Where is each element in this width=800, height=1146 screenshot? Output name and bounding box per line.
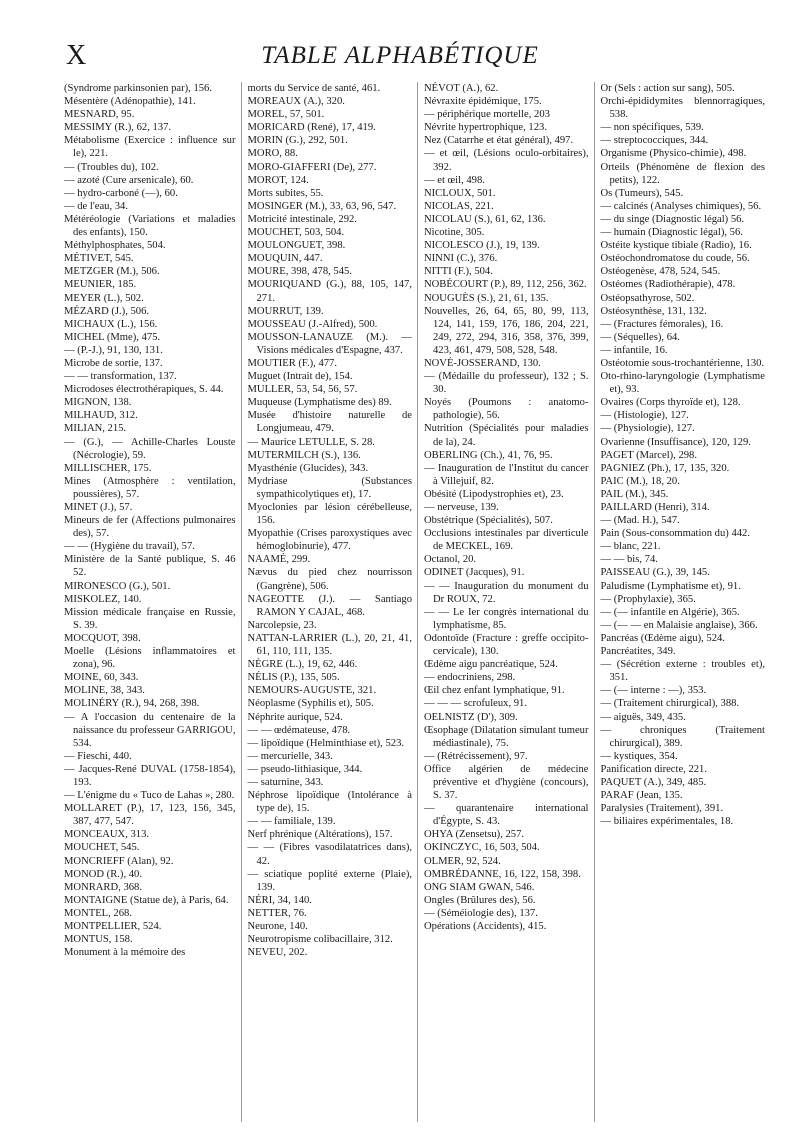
index-entry: MOUSSEAU (J.-Alfred), 500. xyxy=(247,318,378,330)
index-entry: — (P.-J.), 91, 130, 131. xyxy=(64,344,163,356)
index-entry: MONCRIEFF (Alan), 92. xyxy=(64,855,174,867)
index-entry: — (Histologie), 127. xyxy=(600,410,689,422)
index-entry: MOREAUX (A.), 320. xyxy=(247,96,345,108)
index-entry: MILLISCHER, 175. xyxy=(64,462,152,474)
index-entry: — — (Fibres vasodilatatrices dans), 42. xyxy=(247,842,412,867)
index-entry: Myoclonies par lésion cérébelleuse, 156. xyxy=(247,502,412,527)
index-entry: MEYER (L.), 502. xyxy=(64,292,144,304)
index-entry: MOCQUOT, 398. xyxy=(64,632,141,644)
index-entry: Œil chez enfant lymphatique, 91. xyxy=(424,685,565,697)
index-entry: MÉZARD (J.), 506. xyxy=(64,305,150,317)
index-entry: MONCEAUX, 313. xyxy=(64,829,150,841)
index-entry: Pancréatites, 349. xyxy=(600,646,676,658)
index-entry: — nerveuse, 139. xyxy=(424,502,499,513)
index-entry: — (Séquelles), 64. xyxy=(600,331,680,343)
index-entry: NICOLAS, 221. xyxy=(424,200,494,212)
index-entry: Néoplasme (Syphilis et), 505. xyxy=(247,698,374,710)
index-entry: PAQUET (A.), 349, 485. xyxy=(600,776,707,788)
index-entry: — et œil, 498. xyxy=(424,174,485,186)
index-entry: Obésité (Lipodystrophies et), 23. xyxy=(424,488,564,500)
index-entry: — — familiale, 139. xyxy=(247,816,336,828)
index-entry: MORO, 88. xyxy=(247,148,298,160)
index-entry: Ovarienne (Insuffisance), 120, 129. xyxy=(600,436,751,448)
index-entry: Occlusions intestinales par diverticule de MECKEL, 169. xyxy=(424,528,589,553)
index-entry: MICHAUX (L.), 156. xyxy=(64,318,158,330)
index-entry: MONTUS, 158. xyxy=(64,934,133,946)
index-column-4 xyxy=(594,82,771,1122)
index-entry: MULLER, 53, 54, 56, 57. xyxy=(247,384,358,396)
index-entry: — A l'occasion du centenaire de la naissance du professeur GARRIGOU, 534. xyxy=(64,711,236,749)
index-column-3 xyxy=(417,82,594,1122)
index-entry: MESSIMY (R.), 62, 137. xyxy=(64,122,172,134)
index-entry: — (Traitement chirurgical), 388. xyxy=(600,698,740,710)
index-entry: Ostéogenèse, 478, 524, 545. xyxy=(600,266,721,278)
index-entry: Obstétrique (Spécialités), 507. xyxy=(424,515,553,527)
index-entry: — — (Hygiène du travail), 57. xyxy=(64,541,195,553)
index-entry: Microdoses électrothérapiques, S. 44. xyxy=(64,384,224,396)
index-entry: MOUSSON-LANAUZE (M.). — Visions médicales d'Espagne, 437. xyxy=(247,331,412,356)
index-entry: Nutrition (Spécialités pour maladies de la), 24. xyxy=(424,423,589,448)
index-entry: Office algérien de médecine préventive et d'hygiène (concours), S. 37. xyxy=(424,763,589,802)
index-entry: — (Séméiologie des), 137. xyxy=(424,907,538,919)
index-entry: — quarantenaire international d'Égypte, S. 43. xyxy=(424,803,589,828)
index-entry: — (— — en Malaisie anglaise), 366. xyxy=(600,619,758,631)
index-entry: ODINET (Jacques), 91. xyxy=(424,567,525,579)
index-entry: OLMER, 92, 524. xyxy=(424,855,501,867)
index-entry: Oto-rhino-laryngologie (Lymphatisme et), 93. xyxy=(600,371,765,396)
index-entry: — mercurielle, 343. xyxy=(247,750,333,762)
index-entry: Ministère de la Santé publique, S. 46 52. xyxy=(64,554,236,579)
index-entry: MÉTIVET, 545. xyxy=(64,253,134,265)
index-entry: — périphérique mortelle, 203 xyxy=(424,109,550,121)
index-entry: morts du Service de santé, 461. xyxy=(247,83,381,94)
index-entry: MOINE, 60, 343. xyxy=(64,672,139,684)
index-entry: — aiguës, 349, 435. xyxy=(600,711,686,723)
index-entry: NEMOURS-AUGUSTE, 321. xyxy=(247,685,377,697)
index-entry: — infantile, 16. xyxy=(600,344,668,356)
index-entry: Paralysies (Traitement), 391. xyxy=(600,803,724,815)
index-entry: MOLLARET (P.), 17, 123, 156, 345, 387, 477, 547. xyxy=(64,803,236,828)
index-entry: Mydriase (Substances sympathicolytiques et), 17. xyxy=(247,475,412,500)
index-entry: MONOD (R.), 40. xyxy=(64,868,142,880)
index-entry: MOURIQUAND (G.), 88, 105, 147, 271. xyxy=(247,279,412,304)
index-entry: Nez (Catarrhe et état général), 497. xyxy=(424,135,574,147)
index-entry: MOURE, 398, 478, 545. xyxy=(247,266,352,278)
index-entry: Noyés (Poumons : anatomo-pathologie), 56. xyxy=(424,397,589,422)
index-entry: Opérations (Accidents), 415. xyxy=(424,921,547,932)
index-entry: NEVEU, 202. xyxy=(247,947,308,959)
index-entry: — Inauguration de l'Institut du cancer à Villejuif, 82. xyxy=(424,462,589,487)
index-entry: — calcinés (Analyses chimiques), 56. xyxy=(600,200,762,212)
index-entry: MICHEL (Mme), 475. xyxy=(64,331,161,343)
index-entry: — (— infantile en Algérie), 365. xyxy=(600,606,740,618)
index-entry: Muqueuse (Lymphatisme des) 89. xyxy=(247,397,392,409)
index-entry: NOVÉ-JOSSERAND, 130. xyxy=(424,357,541,369)
index-entry: PAILLARD (Henri), 314. xyxy=(600,502,710,513)
index-entry: NETTER, 76. xyxy=(247,907,307,919)
index-entry: MOUQUIN, 447. xyxy=(247,253,323,265)
index-entry: Mission médicale française en Russie, S. 39. xyxy=(64,606,236,631)
index-entry: — (Fractures fémorales), 16. xyxy=(600,318,724,330)
index-entry: — (Prophylaxie), 365. xyxy=(600,593,696,605)
index-entry: — (— interne : —), 353. xyxy=(600,685,707,697)
index-entry: MIGNON, 138. xyxy=(64,397,132,409)
index-entry: (Syndrome parkinsonien par), 156. xyxy=(64,83,212,94)
index-entry: — — Le Ier congrès international du lymphatisme, 85. xyxy=(424,606,589,631)
index-entry: Névraxite épidémique, 175. xyxy=(424,96,542,108)
index-entry: MOURRUT, 139. xyxy=(247,305,324,317)
index-entry: Odontoïde (Fracture : greffe occipito-cervicale), 130. xyxy=(424,632,589,658)
index-entry: — kystiques, 354. xyxy=(600,750,678,762)
index-entry: Pain (Sous-consommation du) 442. xyxy=(600,528,750,540)
index-entry: MORICARD (René), 17, 419. xyxy=(247,122,376,134)
index-entry: MILHAUD, 312. xyxy=(64,410,138,422)
index-entry: NATTAN-LARRIER (L.), 20, 21, 41, 61, 110, 111, 135. xyxy=(247,632,412,658)
index-entry: Pancréas (Œdème aigu), 524. xyxy=(600,632,725,644)
index-entry: NÉRI, 34, 140. xyxy=(247,894,312,906)
index-entry: Nouvelles, 26, 64, 65, 80, 99, 113, 124, 141, 159, 176, 186, 204, 221, 249, 272, 294, 316, 358, 376, 399, 423, 461, 479, 508, 528, 548. xyxy=(424,305,589,356)
index-entry: ONG SIAM GWAN, 546. xyxy=(424,881,535,893)
index-entry: Métabolisme (Exercice : influence sur le), 221. xyxy=(64,135,236,160)
index-entry: — Maurice LETULLE, S. 28. xyxy=(247,436,375,448)
index-entry: — (Rétrécissement), 97. xyxy=(424,750,528,762)
index-entry: — du singe (Diagnostic légal) 56. xyxy=(600,213,745,225)
index-entry: Panification directe, 221. xyxy=(600,763,707,775)
index-entry: Orteils (Phénomène de flexion des petits), 122. xyxy=(600,161,765,186)
index-entry: MINET (J.), 57. xyxy=(64,502,133,513)
index-entry: Météréologie (Variations et maladies des enfants), 150. xyxy=(64,213,236,239)
index-entry: NAGEOTTE (J.). — Santiago RAMON Y CAJAL, 468. xyxy=(247,593,412,618)
index-entry: Orchi-épididymites blennorragiques, 538. xyxy=(600,96,765,121)
index-entry: OBERLING (Ch.), 41, 76, 95. xyxy=(424,449,553,461)
index-entry: MOUCHET, 503, 504. xyxy=(247,227,345,239)
index-entry: — et œil, (Lésions oculo-orbitaires), 392. xyxy=(424,148,589,173)
index-entry: MEUNIER, 185. xyxy=(64,279,137,291)
index-entry: Méthylphosphates, 504. xyxy=(64,240,166,252)
index-entry: NÉVOT (A.), 62. xyxy=(424,83,499,94)
index-entry: OMBRÉDANNE, 16, 122, 158, 398. xyxy=(424,868,581,880)
index-entry: — Jacques-René DUVAL (1758-1854), 193. xyxy=(64,763,236,788)
index-entry: NOBÉCOURT (P.), 89, 112, 256, 362. xyxy=(424,279,587,291)
index-entry: Ostéomes (Radiothérapie), 478. xyxy=(600,279,736,291)
index-entry: MESNARD, 95. xyxy=(64,109,135,121)
index-entry: Ostéite kystique tibiale (Radio), 16. xyxy=(600,240,752,252)
index-entry: NÉLIS (P.), 135, 505. xyxy=(247,672,340,684)
index-entry: Muguet (Intrait de), 154. xyxy=(247,371,353,383)
index-entry: — humain (Diagnostic légal), 56. xyxy=(600,227,743,239)
index-entry: Œdème aigu pancréatique, 524. xyxy=(424,659,558,671)
index-entry: OKINCZYC, 16, 503, 504. xyxy=(424,842,540,854)
index-entry: OHYA (Zensetsu), 257. xyxy=(424,829,525,841)
index-entry: — — transformation, 137. xyxy=(64,371,177,383)
index-entry: — — — scrofuleux, 91. xyxy=(424,698,527,710)
page-number: X xyxy=(66,40,88,71)
index-entry: Néphrose lipoïdique (Intolérance à type de), 15. xyxy=(247,790,412,815)
index-entry: MOREL, 57, 501. xyxy=(247,109,325,121)
index-entry: — sciatique poplité externe (Plaie), 139. xyxy=(247,868,412,893)
index-entry: Mines (Atmosphère : ventilation, poussières), 57. xyxy=(64,475,236,500)
index-entry: MOLINE, 38, 343. xyxy=(64,685,145,697)
index-entry: Myopathie (Crises paroxystiques avec hémoglobinurie), 477. xyxy=(247,528,412,553)
index-entry: OELNISTZ (D'), 309. xyxy=(424,711,518,723)
index-entry: MIRONESCO (G.), 501. xyxy=(64,580,171,592)
index-entry: Or (Sels : action sur sang), 505. xyxy=(600,83,735,94)
index-entry: MONRARD, 368. xyxy=(64,881,142,893)
index-entry: MOUCHET, 545. xyxy=(64,842,140,854)
index-entry: NAAMÉ, 299. xyxy=(247,554,311,566)
index-entry: — hydro-carboné (—), 60. xyxy=(64,187,178,199)
index-entry: — saturnine, 343. xyxy=(247,776,324,788)
index-entry: NOUGUÈS (S.), 21, 61, 135. xyxy=(424,292,549,304)
index-entry: — L'énigme du « Tuco de Lahas », 280. xyxy=(64,790,235,802)
index-entry: — (Physiologie), 127. xyxy=(600,423,695,435)
index-entry: PAISSEAU (G.), 39, 145. xyxy=(600,567,710,579)
index-entry: NITTI (F.), 504. xyxy=(424,266,493,278)
index-entry: — chroniques (Traitement chirurgical), 389. xyxy=(600,724,765,749)
index-entry: PAGNIEZ (Ph.), 17, 135, 320. xyxy=(600,462,730,474)
index-entry: MOLINÉRY (R.), 94, 268, 398. xyxy=(64,698,200,710)
index-entry: — azoté (Cure arsenicale), 60. xyxy=(64,174,194,186)
index-column-1 xyxy=(64,82,241,1122)
index-entry: — (Mad. H.), 547. xyxy=(600,515,680,527)
index-entry: MISKOLEZ, 140. xyxy=(64,593,142,605)
index-entry: — — Inauguration du monument du Dr ROUX, 72. xyxy=(424,580,589,605)
index-entry: Nicotine, 305. xyxy=(424,227,485,239)
index-entry: Moelle (Lésions inflammatoires et zona), 96. xyxy=(64,646,236,671)
running-title: TABLE ALPHABÉTIQUE xyxy=(261,42,539,69)
index-entry: Ostéotomie sous-trochantérienne, 130. xyxy=(600,357,765,369)
index-entry: — biliaires expérimentales, 18. xyxy=(600,816,734,828)
index-entry: Nerf phrénique (Altérations), 157. xyxy=(247,829,393,841)
index-entry: — de l'eau, 34. xyxy=(64,200,128,212)
index-entry: Organisme (Physico-chimie), 498. xyxy=(600,148,747,160)
index-entry: NICOLESCO (J.), 19, 139. xyxy=(424,240,540,252)
index-entry: Névrite hypertrophique, 123. xyxy=(424,122,547,134)
index-entry: — pseudo-lithiasique, 344. xyxy=(247,763,363,775)
index-entry: — streptococciques, 344. xyxy=(600,135,709,147)
index-entry: — — bis, 74. xyxy=(600,554,658,566)
index-entry: MONTEL, 268. xyxy=(64,907,132,919)
index-entry: MILIAN, 215. xyxy=(64,423,127,435)
index-entry: — — œdémateuse, 478. xyxy=(247,724,351,736)
index-entry: — (Sécrétion externe : troubles et), 351. xyxy=(600,659,765,684)
index-entry: Œsophage (Dilatation simulant tumeur médiastinale), 75. xyxy=(424,724,589,749)
index-entry: Os (Tumeurs), 545. xyxy=(600,187,684,199)
index-entry: PARAF (Jean, 135. xyxy=(600,790,683,802)
index-entry: Néphrite aurique, 524. xyxy=(247,711,343,723)
page-header xyxy=(60,40,740,76)
index-entry: — Fieschi, 440. xyxy=(64,750,132,762)
index-entry: MORIN (G.), 292, 501. xyxy=(247,135,348,147)
index-entry: Monument à la mémoire des xyxy=(64,947,186,959)
index-entry: Microbe de sortie, 137. xyxy=(64,357,163,369)
index-entry: Ongles (Brûlures des), 56. xyxy=(424,894,536,906)
index-entry: Narcolepsie, 23. xyxy=(247,619,317,631)
index-entry: — blanc, 221. xyxy=(600,541,661,553)
index-entry: — (Médaille du professeur), 132 ; S. 30. xyxy=(424,371,589,396)
index-entry: NICLOUX, 501. xyxy=(424,187,496,199)
index-entry: Mésentère (Adénopathie), 141. xyxy=(64,96,196,108)
index-entry: MOROT, 124. xyxy=(247,174,309,186)
index-entry: Octanol, 20. xyxy=(424,554,477,566)
index-entry: Ovaires (Corps thyroïde et), 128. xyxy=(600,397,741,409)
index-entry: MOSINGER (M.), 33, 63, 96, 547. xyxy=(247,200,397,212)
index-column-2 xyxy=(241,82,418,1122)
index-entry: — endocriniens, 298. xyxy=(424,672,516,684)
index-entry: Paludisme (Lymphatisme et), 91. xyxy=(600,580,741,592)
index-entry: MOUTIER (F.), 477. xyxy=(247,357,337,369)
index-entry: — (Troubles du), 102. xyxy=(64,161,159,173)
index-entry: PAIC (M.), 18, 20. xyxy=(600,475,680,487)
index-entry: NICOLAU (S.), 61, 62, 136. xyxy=(424,213,546,225)
index-entry: NÈGRE (L.), 19, 62, 446. xyxy=(247,659,358,671)
index-entry: Neurotropisme colibacillaire, 312. xyxy=(247,934,393,946)
index-entry: Motricité intestinale, 292. xyxy=(247,213,357,225)
index-entry: NINNI (C.), 376. xyxy=(424,253,498,265)
index-entry: Mineurs de fer (Affections pulmonaires des), 57. xyxy=(64,515,236,540)
index-entry: MOULONGUET, 398. xyxy=(247,240,346,252)
index-entry: PAGET (Marcel), 298. xyxy=(600,449,698,461)
index-entry: MUTERMILCH (S.), 136. xyxy=(247,449,361,461)
index-entry: Nævus du pied chez nourrisson (Gangrène), 506. xyxy=(247,567,412,592)
index-entry: Ostéochondromatose du coude, 56. xyxy=(600,253,750,265)
index-entry: Ostéopsathyrose, 502. xyxy=(600,292,695,304)
index-entry: — lipoïdique (Helminthiase et), 523. xyxy=(247,737,405,749)
index-entry: METZGER (M.), 506. xyxy=(64,266,160,278)
index-entry: Myasthénie (Glucides), 343. xyxy=(247,462,369,474)
index-entry: Musée d'histoire naturelle de Longjumeau, 479. xyxy=(247,410,412,435)
index-entry: — (G.), — Achille-Charles Louste (Nécrologie), 59. xyxy=(64,436,236,461)
index-entry: Ostéosynthèse, 131, 132. xyxy=(600,305,707,317)
index-entry: — non spécifiques, 539. xyxy=(600,122,704,134)
index-entry: MONTAIGNE (Statue de), à Paris, 64. xyxy=(64,894,229,906)
index-entry: Morts subites, 55. xyxy=(247,187,324,199)
index-entry: MONTPELLIER, 524. xyxy=(64,921,162,932)
index-entry: PAIL (M.), 345. xyxy=(600,488,669,500)
index-entry: MORO-GIAFFERI (De), 277. xyxy=(247,161,377,173)
index-columns xyxy=(64,82,770,1122)
index-entry: Neurone, 140. xyxy=(247,921,308,932)
